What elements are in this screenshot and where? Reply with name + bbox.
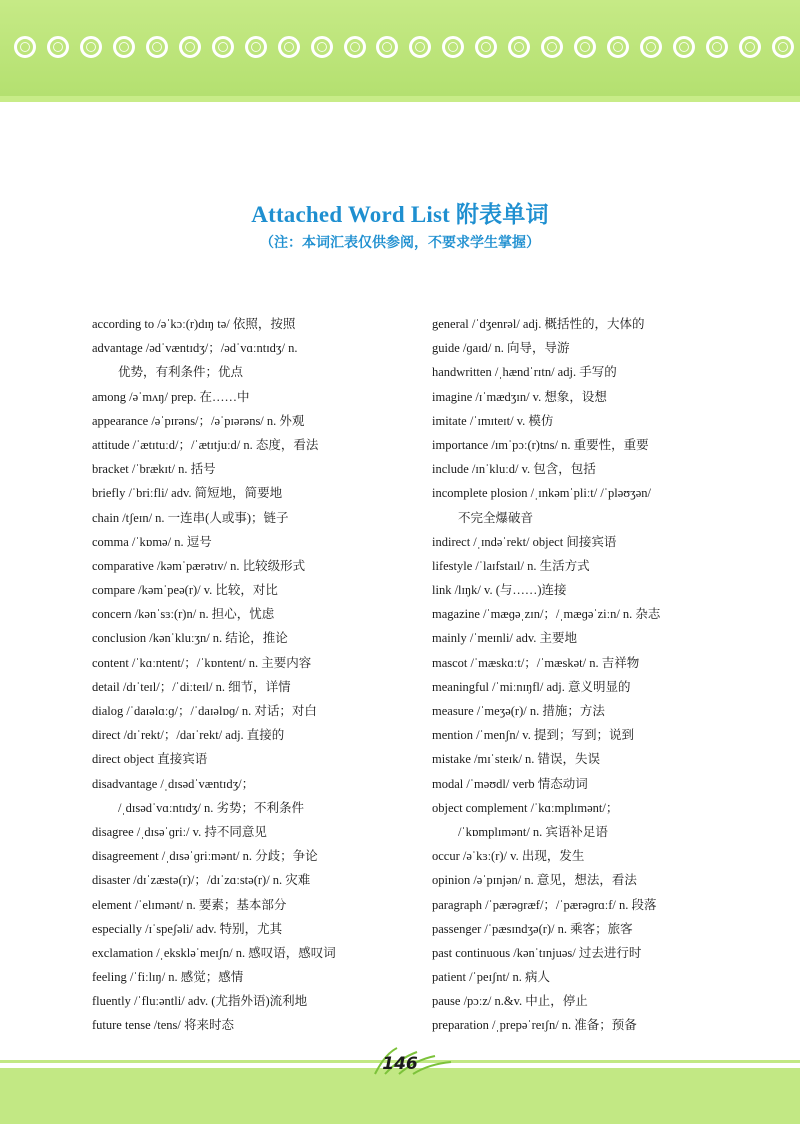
word-entry: mention /ˈmenʃn/ v. 提到；写到；说到 [432,728,634,743]
word-entry: general /ˈdʒenrəl/ adj. 概括性的，大体的 [432,317,645,331]
word-entry-continuation: /ˈkɒmplɪmənt/ n. 宾语补足语 [458,824,608,839]
word-entry: mascot /ˈmæskɑːt/；/ˈmæskət/ n. 吉祥物 [432,655,640,670]
ring-icon [442,36,464,58]
ring-icon [80,36,102,58]
word-entry-continuation: /ˌdɪsədˈvɑːntɪdʒ/ n. 劣势；不利条件 [118,800,305,815]
word-entry: feeling /ˈfiːlɪŋ/ n. 感觉；感情 [92,970,244,985]
word-entry: past continuous /kənˈtɪnjuəs/ 过去进行时 [432,945,642,960]
word-entry: handwritten /ˌhændˈrɪtn/ adj. 手写的 [432,365,617,380]
word-entry: especially /ɪˈspeʃəli/ adv. 特别，尤其 [92,921,283,936]
word-entry: paragraph /ˈpærəɡræf/；/ˈpærəɡrɑːf/ n. 段落 [432,897,657,912]
word-entry: element /ˈelɪmənt/ n. 要素；基本部分 [92,897,287,912]
word-entry: imagine /ɪˈmædʒɪn/ v. 想象，设想 [432,389,607,404]
ring-icon [541,36,563,58]
word-list-right-column [432,312,782,1038]
ring-icon [113,36,135,58]
ring-icon [245,36,267,58]
word-entry: object complement /ˈkɑːmplɪmənt/； [432,800,619,815]
word-entry: indirect /ˌɪndəˈrekt/ object 间接宾语 [432,534,617,549]
word-entry: content /ˈkɑːntent/；/ˈkɒntent/ n. 主要内容 [92,655,312,670]
word-entry: conclusion /kənˈkluːʒn/ n. 结论，推论 [92,631,288,646]
ring-icon [47,36,69,58]
word-entry: future tense /tens/ 将来时态 [92,1018,234,1033]
ring-icon [607,36,629,58]
word-entry: concern /kənˈsɜː(r)n/ n. 担心，忧虑 [92,607,275,622]
word-entry: incomplete plosion /ˌɪnkəmˈpliːt/ /ˈpləʊʒən/ [432,486,651,501]
word-entry: include /ɪnˈkluːd/ v. 包含，包括 [432,462,596,477]
word-entry: among /əˈmʌŋ/ prep. 在……中 [92,389,250,404]
word-entry: magazine /ˈmæɡəˌzɪn/；/ˌmæɡəˈziːn/ n. 杂志 [432,607,661,622]
word-entry: exclamation /ˌekskləˈmeɪʃn/ n. 感叹语，感叹词 [92,945,336,960]
word-entry: chain /tʃeɪn/ n. 一连串(人或事)；链子 [92,510,289,525]
word-entry: comma /ˈkɒmə/ n. 逗号 [92,534,212,549]
word-entry: disadvantage /ˌdɪsədˈvæntɪdʒ/； [92,776,255,791]
ring-icon [640,36,662,58]
ring-icon [344,36,366,58]
top-decorative-band [0,0,800,102]
ring-icon [212,36,234,58]
word-entry: direct object 直接宾语 [92,752,208,767]
word-entry: disagree /ˌdɪsəˈɡriː/ v. 持不同意见 [92,824,267,839]
word-entry: guide /ɡaɪd/ n. 向导，导游 [432,341,570,356]
word-entry: disagreement /ˌdɪsəˈɡriːmənt/ n. 分歧；争论 [92,849,318,864]
word-entry: direct /dɪˈrekt/；/daɪˈrekt/ adj. 直接的 [92,728,285,743]
ring-icon [673,36,695,58]
word-entry: appearance /əˈpɪrəns/；/əˈpɪərəns/ n. 外观 [92,413,305,428]
ring-icon [706,36,728,58]
page-subtitle: （注：本词汇表仅供参阅，不要求学生掌握） [260,235,540,251]
word-entry: compare /kəmˈpeə(r)/ v. 比较，对比 [92,583,278,598]
word-entry: fluently /ˈfluːəntli/ adv. (尤指外语)流利地 [92,994,308,1009]
word-entry: mistake /mɪˈsteɪk/ n. 错误，失误 [432,752,601,767]
ring-icon [475,36,497,58]
word-entry: attitude /ˈætɪtuːd/；/ˈætɪtjuːd/ n. 态度，看法 [92,437,319,452]
word-entry: advantage /ədˈvæntɪdʒ/；/ədˈvɑːntɪdʒ/ n. [92,341,298,356]
ring-icon [179,36,201,58]
word-entry: patient /ˈpeɪʃnt/ n. 病人 [432,970,551,985]
word-entry: briefly /ˈbriːfli/ adv. 简短地，简要地 [92,486,283,501]
ring-icon [772,36,794,58]
word-entry: link /lɪŋk/ v. (与……)连接 [432,583,567,598]
word-entry: importance /ɪmˈpɔː(r)tns/ n. 重要性，重要 [432,437,649,452]
word-entry: imitate /ˈɪmɪteɪt/ v. 模仿 [432,413,554,428]
ring-icon [409,36,431,58]
ring-icon [14,36,36,58]
word-entry: bracket /ˈbrækɪt/ n. 括号 [92,462,216,477]
word-entry: mainly /ˈmeɪnli/ adv. 主要地 [432,631,578,646]
word-entry: passenger /ˈpæsɪndʒə(r)/ n. 乘客；旅客 [432,921,633,936]
ring-icon [311,36,333,58]
ring-icon [278,36,300,58]
word-entry: detail /dɪˈteɪl/；/ˈdiːteɪl/ n. 细节，详情 [92,679,291,694]
word-entry: disaster /dɪˈzæstə(r)/；/dɪˈzɑːstə(r)/ n. 灾难 [92,873,311,888]
word-entry: lifestyle /ˈlaɪfstaɪl/ n. 生活方式 [432,558,590,573]
word-list-left-column [92,312,422,1038]
word-entry: measure /ˈmeʒə(r)/ n. 措施；方法 [432,704,605,718]
word-entry: meaningful /ˈmiːnɪŋfl/ adj. 意义明显的 [432,679,631,694]
word-entry: comparative /kəmˈpærətɪv/ n. 比较级形式 [92,558,306,573]
ring-icon [574,36,596,58]
word-entry-continuation: 不完全爆破音 [458,510,534,525]
page-number: 146 [382,1054,418,1074]
word-entry: modal /ˈməʊdl/ verb 情态动词 [432,776,588,791]
word-entry: opinion /əˈpɪnjən/ n. 意见，想法，看法 [432,873,637,888]
word-entry: occur /əˈkɜː(r)/ v. 出现，发生 [432,849,585,864]
ring-row [14,36,794,66]
page-title: Attached Word List 附表单词 [251,202,549,227]
word-entry: pause /pɔːz/ n.&v. 中止，停止 [432,994,588,1009]
ring-icon [376,36,398,58]
word-entry: dialog /ˈdaɪəlɑːɡ/；/ˈdaɪəlɒɡ/ n. 对话；对白 [92,704,317,718]
word-entry: according to /əˈkɔː(r)dɪŋ tə/ 依照，按照 [92,317,296,331]
word-entry-continuation: 优势，有利条件；优点 [118,365,244,380]
word-entry: preparation /ˌprepəˈreɪʃn/ n. 准备；预备 [432,1018,637,1033]
ring-icon [146,36,168,58]
ring-icon [508,36,530,58]
ring-icon [739,36,761,58]
